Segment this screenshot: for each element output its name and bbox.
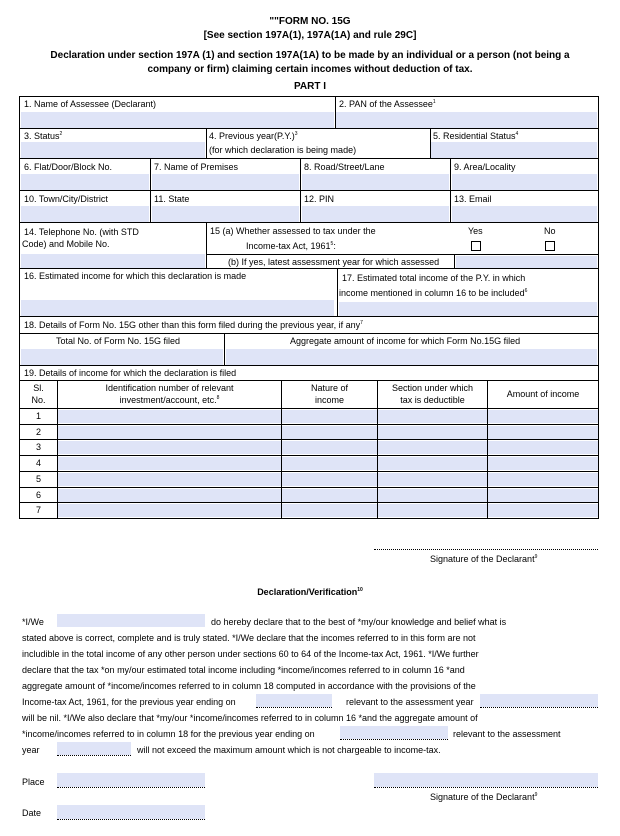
field-5-label: 5. Residential Status$^4$: [433, 131, 519, 141]
table-cell-input[interactable]: [378, 441, 487, 454]
pin-input[interactable]: [302, 206, 449, 222]
table-cell-input[interactable]: [378, 426, 487, 439]
verification-title: Declaration/Verification$^{10}$: [257, 587, 363, 597]
signature-2-label: Signature of the Declarant$^9$: [430, 792, 538, 802]
field-7-label: 7. Name of Premises: [154, 162, 239, 172]
total-income-input[interactable]: [339, 302, 597, 316]
table-cell-input[interactable]: [378, 489, 487, 502]
table-cell-input[interactable]: [58, 473, 281, 486]
assessment-year-input-1[interactable]: [480, 694, 598, 707]
table-cell-input[interactable]: [58, 489, 281, 502]
date-input[interactable]: [57, 805, 205, 819]
table-cell-input[interactable]: [488, 457, 598, 470]
col-section-header: Section under which: [391, 383, 474, 393]
table-cell-input[interactable]: [488, 410, 598, 423]
residential-status-input[interactable]: [431, 142, 597, 158]
telephone-input[interactable]: [21, 254, 205, 268]
col-nature-header-2: income: [314, 395, 344, 405]
form-number: ""FORM NO. 15G: [269, 16, 351, 27]
email-input[interactable]: [452, 206, 597, 222]
verification-line-9a: year: [22, 745, 40, 755]
field-15a-label: 15 (a) Whether assessed to tax under the: [210, 226, 376, 236]
table-cell-input[interactable]: [282, 426, 377, 439]
field-16-label: 16. Estimated income for which this declaration is made: [24, 271, 247, 281]
field-10-label: 10. Town/City/District: [24, 194, 108, 204]
table-cell-input[interactable]: [488, 426, 598, 439]
forms-filed-count-input[interactable]: [21, 349, 223, 365]
verification-line-8a: *income/incomes referred to in column 18 for the previous year ending on: [22, 729, 315, 739]
signature-label: Signature of the Declarant$^9$: [430, 554, 538, 564]
table-cell-input[interactable]: [488, 441, 598, 454]
row-number: 1: [35, 411, 41, 421]
assessment-year-input-2[interactable]: [57, 742, 131, 755]
col-id-header-2: investment/account, etc.$^8$: [119, 395, 220, 405]
yes-label: Yes: [468, 226, 483, 236]
field-18-col2-label: Aggregate amount of income for which Form No.15G filed: [290, 336, 521, 346]
verification-line-2: stated above is correct, complete and is truly stated. *I/We declare that the incomes referred to in this form are not: [22, 633, 476, 643]
verification-line-8b: relevant to the assessment: [453, 729, 561, 739]
row-number: 6: [35, 490, 41, 500]
verification-line-5: aggregate amount of *income/incomes referred to in column 18 computed in accordance with the provisions of the: [22, 681, 476, 691]
no-checkbox[interactable]: [545, 241, 555, 251]
field-13-label: 13. Email: [454, 194, 492, 204]
table-cell-input[interactable]: [58, 441, 281, 454]
verification-line-6a: Income-tax Act, 1961, for the previous year ending on: [22, 697, 236, 707]
row-number: 4: [35, 458, 41, 468]
road-input[interactable]: [302, 174, 449, 190]
field-15b-label: (b) If yes, latest assessment year for which assessed: [228, 257, 440, 267]
table-cell-input[interactable]: [282, 457, 377, 470]
signature-2-input[interactable]: [374, 773, 598, 787]
place-input[interactable]: [57, 773, 205, 787]
row-number: 2: [35, 427, 41, 437]
pan-input[interactable]: [336, 112, 597, 128]
area-input[interactable]: [452, 174, 597, 190]
status-input[interactable]: [21, 142, 205, 158]
table-cell-input[interactable]: [378, 504, 487, 517]
col-amount-header: Amount of income: [506, 389, 580, 399]
py-ending-input-1[interactable]: [256, 694, 332, 707]
field-8-label: 8. Road/Street/Lane: [304, 162, 385, 172]
table-cell-input[interactable]: [378, 410, 487, 423]
part-heading: PART I: [293, 81, 327, 92]
table-cell-input[interactable]: [488, 473, 598, 486]
verification-line-7: will be nil. *I/We also declare that *my/our *income/incomes referred to in column 16 *and the aggregate amount of: [22, 713, 478, 723]
state-input[interactable]: [152, 206, 299, 222]
field-1-label: 1. Name of Assessee (Declarant): [24, 99, 157, 109]
table-cell-input[interactable]: [282, 410, 377, 423]
table-cell-input[interactable]: [58, 504, 281, 517]
place-label: Place: [22, 777, 45, 787]
field-11-label: 11. State: [154, 194, 190, 204]
col-nature-header: Nature of: [310, 383, 349, 393]
yes-checkbox[interactable]: [471, 241, 481, 251]
py-ending-input-2[interactable]: [340, 726, 448, 739]
verification-line-1a: *I/We: [22, 617, 44, 627]
field-6-label: 6. Flat/Door/Block No.: [24, 162, 113, 172]
verification-line-9b: will not exceed the maximum amount which is not chargeable to income-tax.: [137, 745, 441, 755]
field-18-col1-label: Total No. of Form No. 15G filed: [56, 336, 181, 346]
col-section-header-2: tax is deductible: [400, 395, 465, 405]
verification-line-6b: relevant to the assessment year: [346, 697, 474, 707]
name-input[interactable]: [21, 112, 334, 128]
col-sl-header: Sl.: [33, 383, 44, 393]
verification-line-3: includible in the total income of any other person under sections 60 to 64 of the Income-tax Act, 1961. *I/We further: [22, 649, 479, 659]
field-4-sublabel: (for which declaration is being made): [209, 145, 357, 155]
estimated-income-input[interactable]: [21, 300, 334, 316]
declarant-name-input[interactable]: [57, 614, 205, 627]
field-18-label: 18. Details of Form No. 15G other than this form filed during the previous year, if any$^7$: [24, 320, 363, 330]
premises-input[interactable]: [152, 174, 299, 190]
row-number: 5: [35, 474, 41, 484]
field-3-label: 3. Status$^2$: [24, 131, 63, 141]
verification-line-4: declare that the tax *on my/our estimated total income including *income/incomes referred to in column 16 *and: [22, 665, 465, 675]
field-17-sublabel: income mentioned in column 16 to be included$^6$: [339, 288, 528, 298]
declaration-title-line1: Declaration under section 197A (1) and section 197A(1A) to be made by an individual or a person (not being a: [50, 50, 570, 61]
field-4-label: 4. Previous $year(P.Y.)^3$: [209, 131, 298, 141]
signature-line[interactable]: [374, 549, 598, 550]
verification-line-1b: do hereby declare that to the best of *my/our knowledge and belief what is: [211, 617, 507, 627]
forms-filed-amount-input[interactable]: [226, 349, 597, 365]
table-cell-input[interactable]: [282, 473, 377, 486]
col-sl-header-2: No.: [31, 395, 46, 405]
table-cell-input[interactable]: [378, 457, 487, 470]
field-17-label: 17. Estimated total income of the P.Y. in which: [342, 273, 526, 283]
field-14-label: 14. Telephone No. (with STD: [24, 227, 139, 237]
assessment-year-input[interactable]: [456, 256, 597, 268]
flat-input[interactable]: [21, 174, 149, 190]
row-number: 3: [35, 442, 41, 452]
table-cell-input[interactable]: [488, 489, 598, 502]
row-number: 7: [35, 505, 41, 515]
table-cell-input[interactable]: [58, 457, 281, 470]
declaration-title-line2: company or firm) claiming certain incomes without deduction of tax.: [147, 64, 473, 75]
table-cell-input[interactable]: [282, 504, 377, 517]
table-cell-input[interactable]: [378, 473, 487, 486]
table-cell-input[interactable]: [282, 489, 377, 502]
table-cell-input[interactable]: [58, 410, 281, 423]
section-reference: [See section 197A(1), 197A(1A) and rule 29C]: [203, 30, 417, 41]
field-12-label: 12. PIN: [304, 194, 335, 204]
col-id-header: Identification number of relevant: [105, 383, 234, 393]
table-cell-input[interactable]: [488, 504, 598, 517]
table-cell-input[interactable]: [282, 441, 377, 454]
field-14-sublabel: Code) and Mobile No.: [22, 239, 110, 249]
field-15a-sublabel: Income-tax Act, 1961$^5$:: [246, 241, 336, 251]
no-label: No: [544, 226, 556, 236]
table-cell-input[interactable]: [58, 426, 281, 439]
field-9-label: 9. Area/Locality: [454, 162, 516, 172]
date-label: Date: [22, 808, 42, 818]
town-input[interactable]: [21, 206, 149, 222]
field-19-label: 19. Details of income for which the declaration is filed: [24, 368, 237, 378]
field-2-label: 2. PAN of the Assessee$^1$: [339, 99, 436, 109]
